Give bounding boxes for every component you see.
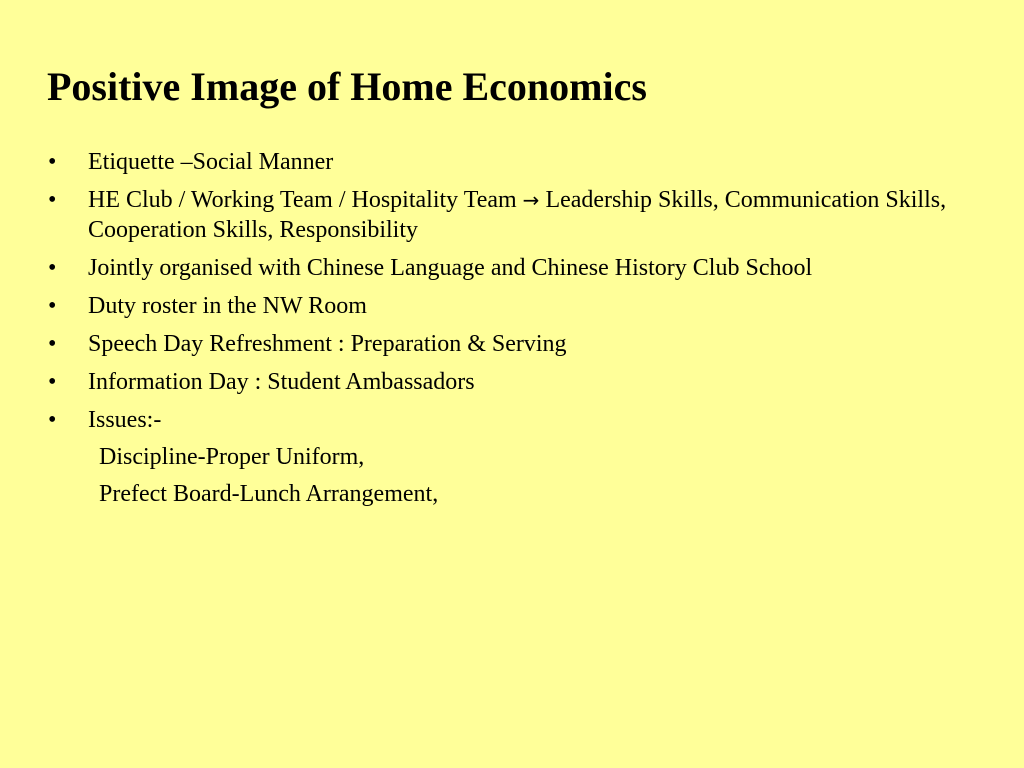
bullet-item-he-club — [0, 185, 1024, 245]
bullet-item-duty-roster — [0, 291, 1024, 321]
bullet-text: Jointly organised with Chinese Language and Chinese History Club School — [88, 255, 813, 281]
bullet-text-part: Leadership Skills, Communication Skills, Cooperation Skills, Responsibility — [88, 187, 947, 243]
bullet-dot-icon: • — [48, 187, 57, 213]
bullet-text: Speech Day Refreshment : Preparation & Serving — [88, 331, 567, 357]
bullet-item-etiquette — [0, 147, 1024, 177]
bullet-text-part: HE Club / Working Team / Hospitality Team — [88, 187, 523, 213]
bullet-text: Etiquette –Social Manner — [88, 149, 334, 175]
bullet-text: Information Day : Student Ambassadors — [88, 369, 475, 395]
issue-line-discipline: Discipline-Proper Uniform, — [99, 444, 365, 470]
bullet-item-jointly-organised — [0, 253, 1024, 283]
bullet-item-information-day — [0, 367, 1024, 397]
bullet-text: Duty roster in the NW Room — [88, 293, 367, 319]
issue-line-prefect-board: Prefect Board-Lunch Arrangement, — [99, 481, 439, 507]
bullet-dot-icon: • — [48, 149, 57, 175]
bullet-dot-icon: • — [48, 255, 57, 281]
bullet-dot-icon: • — [48, 331, 57, 357]
bullet-item-speech-day — [0, 329, 1024, 359]
bullet-dot-icon: • — [48, 293, 57, 319]
bullet-item-issues — [0, 405, 1024, 435]
bullet-list — [0, 147, 1024, 443]
arrow-right-icon: → — [522, 188, 540, 212]
slide-title: Positive Image of Home Economics — [47, 64, 647, 109]
bullet-dot-icon: • — [48, 407, 57, 433]
bullet-text — [88, 185, 988, 245]
bullet-text: Issues:- — [88, 407, 162, 433]
bullet-dot-icon: • — [48, 369, 57, 395]
